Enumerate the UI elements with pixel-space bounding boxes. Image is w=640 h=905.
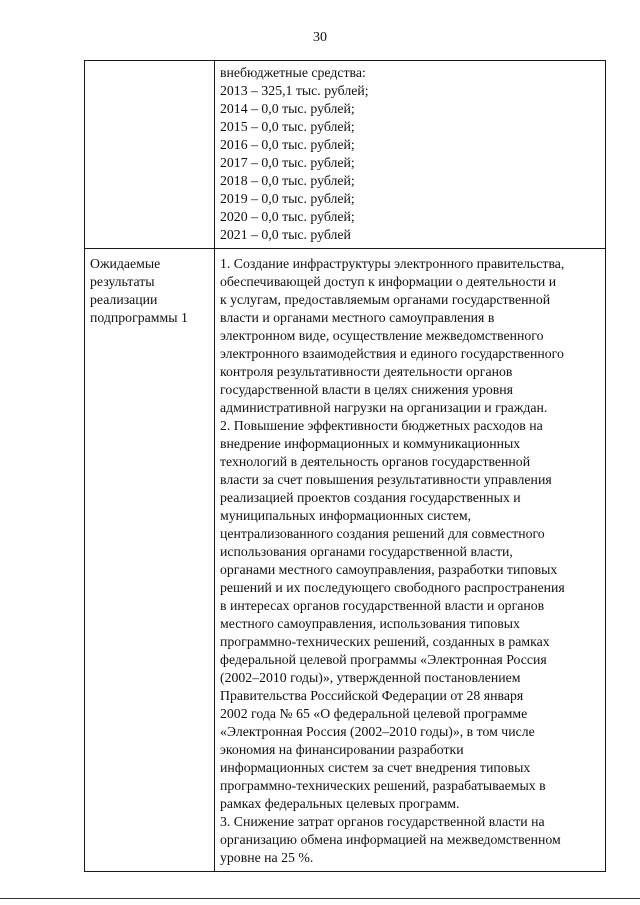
- results-line: 2002 года № 65 «О федеральной целевой программе: [220, 706, 528, 721]
- results-line: централизованного создания решений для совместного: [220, 526, 545, 541]
- funding-line: 2014 – 0,0 тыс. рублей;: [220, 101, 355, 116]
- results-line: местного самоуправления, использования типовых: [220, 616, 520, 631]
- results-line: муниципальных информационных систем,: [220, 508, 472, 523]
- funding-line: 2020 – 0,0 тыс. рублей;: [220, 209, 355, 224]
- results-line: обеспечивающей доступ к информации о деятельности и: [220, 274, 557, 289]
- results-line: к услугам, предоставляемым органами государственной: [220, 292, 551, 307]
- results-line: (2002–2010 годы)», утвержденной постановлением: [220, 670, 521, 685]
- funding-line: 2015 – 0,0 тыс. рублей;: [220, 119, 355, 134]
- funding-line: 2021 – 0,0 тыс. рублей: [220, 227, 351, 242]
- results-line: власти за счет повышения результативности управления: [220, 472, 552, 487]
- results-line: власти и органами местного самоуправления в: [220, 310, 495, 325]
- results-line: 3. Снижение затрат органов государственной власти на: [220, 814, 545, 829]
- results-label-cell: [85, 249, 215, 872]
- funding-value-cell: [215, 61, 606, 249]
- results-line: контроля результативности деятельности органов: [220, 364, 513, 379]
- funding-heading: внебюджетные средства:: [220, 65, 366, 80]
- funding-line: 2018 – 0,0 тыс. рублей;: [220, 173, 355, 188]
- subprogram-table: [84, 60, 606, 872]
- results-line: уровне на 25 %.: [220, 850, 314, 865]
- results-line: реализацией проектов создания государственных и: [220, 490, 521, 505]
- results-line: информационных систем за счет внедрения типовых: [220, 760, 531, 775]
- funding-label-cell: [85, 61, 215, 249]
- results-line: федеральной целевой программы «Электронная Россия: [220, 652, 547, 667]
- results-label-line: Ожидаемые: [90, 256, 161, 271]
- table-row-funding: [85, 61, 606, 249]
- results-line: программно-технических решений, созданных в рамках: [220, 634, 550, 649]
- results-line: в интересах органов государственной власти и органов: [220, 598, 545, 613]
- results-line: «Электронная Россия (2002–2010 годы)», в том числе: [220, 724, 535, 739]
- results-line: решений и их последующего свободного распространения: [220, 580, 565, 595]
- results-line: административной нагрузки на организации и граждан.: [220, 400, 548, 415]
- funding-line: 2017 – 0,0 тыс. рублей;: [220, 155, 355, 170]
- results-value-cell: [215, 249, 606, 872]
- page-number: 30: [313, 30, 327, 45]
- results-line: органами местного самоуправления, разработки типовых: [220, 562, 558, 577]
- results-line: рамках федеральных целевых программ.: [220, 796, 460, 811]
- results-line: технологий в деятельность органов государственной: [220, 454, 531, 469]
- results-line: Правительства Российской Федерации от 28 января: [220, 688, 524, 703]
- funding-line: 2013 – 325,1 тыс. рублей;: [220, 83, 369, 98]
- table-row-expected-results: [85, 249, 606, 872]
- results-line: 1. Создание инфраструктуры электронного правительства,: [220, 256, 565, 271]
- results-line: организацию обмена информацией на межведомственном: [220, 832, 561, 847]
- results-label-line: реализации: [90, 292, 158, 307]
- results-line: внедрение информационных и коммуникационных: [220, 436, 521, 451]
- results-line: экономия на финансировании разработки: [220, 742, 464, 757]
- results-label-line: подпрограммы 1: [90, 310, 188, 325]
- funding-line: 2016 – 0,0 тыс. рублей;: [220, 137, 355, 152]
- page-bottom-rule: [0, 898, 640, 899]
- results-line: электронного взаимодействия и единого государственного: [220, 346, 564, 361]
- results-line: программно-технических решений, разрабатываемых в: [220, 778, 546, 793]
- results-line: электронном виде, осуществление межведомственного: [220, 328, 544, 343]
- results-line: государственной власти в целях снижения уровня: [220, 382, 514, 397]
- results-label-line: результаты: [90, 274, 155, 289]
- results-line: 2. Повышение эффективности бюджетных расходов на: [220, 418, 543, 433]
- results-line: использования органами государственной власти,: [220, 544, 513, 559]
- funding-line: 2019 – 0,0 тыс. рублей;: [220, 191, 355, 206]
